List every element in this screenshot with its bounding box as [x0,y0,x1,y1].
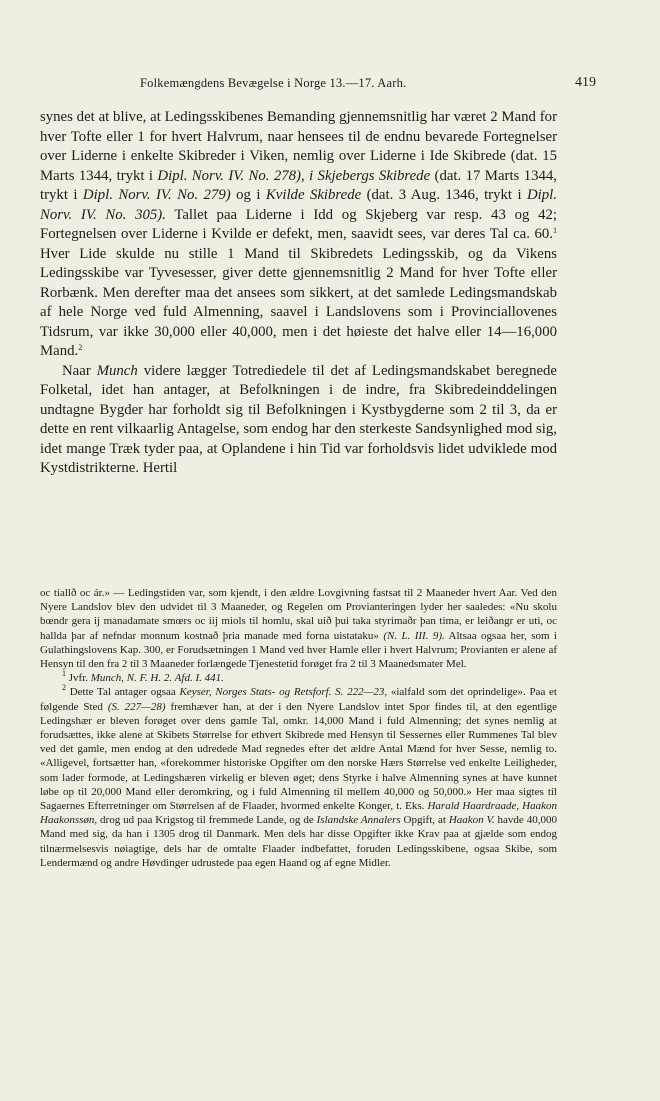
text-run: Hver Lide skulde nu stille 1 Mand til Skibredets Ledingsskib, og da Vikens Ledingsskibe var Tyvesesser, giver dette gjennemsnitlig 2 Mand for hver Tofte eller Rorbænk. Men derefter maa det ansees som sikkert, at det samlede Ledingsmandskab af hele Norge ved fuld Almenning, saavel i Landslovens som i Provinciallovenes Tidsrum, var ikke 30,000 eller 40,000, men i det høieste det halve eller 14—16,000 Mand. [40,245,557,359]
person-names: Harald Haardraade, Haakon Haakonssøn, [40,800,558,827]
footnote-ref: 1 [553,226,557,235]
citation: Munch, N. F. H. 2. Afd. I. 441. [90,672,224,685]
source-title: Islandske Annalers [316,814,401,827]
text-run: Tallet paa Liderne i Idd og Skjeberg var resp. 43 og 42; Fortegnelsen over Liderne i Kvilde er defekt, men, saavidt sees, var deres Tal ca. 60. [40,206,557,242]
footnotes [40,586,557,870]
page-number: 419 [575,75,596,90]
text-run: drog ud paa Krigstog til fremmede Lande, og de [97,814,317,827]
running-title: Folkemængdens Bevægelse i Norge 13.—17. Aarh. [140,76,407,90]
text-run: (dat. 17 Marts 1344, trykt i [40,167,557,203]
author-name: Munch [96,362,138,379]
text-run: oc tiallð oc ár.» — Ledingstiden var, som kjendt, i den ældre Lovgivning fastsat til 2 Maaneder hvert Aar. Ved den Nyere Landslov blev den udvidet til 3 Maaneder, og Regelen om Provianteringen lyder her saaledes: «Nu skolu bœndr gera ij manadamate smœrs oc iij miols til homlu, skal uið þui taka styrimaðr þan tima, er leiðangr er uti, oc hallda þar af nefndar monnum kostnað þria manade med forna uistataku» [40,587,557,642]
citation: (N. L. III. 9). [383,629,445,642]
text-run: «ialfald som det oprindelige». Paa et følgende Sted [40,686,557,713]
footnote-marker: 1 [62,669,66,679]
text-run: Opgift, at [400,814,449,827]
paragraph [40,362,557,479]
footnote-continued [40,586,557,671]
paragraph [40,108,557,362]
citation: Dipl. Norv. IV. No. 279) [82,187,231,203]
main-text [40,108,557,479]
footnote-2 [40,685,557,870]
text-run: og i [230,187,266,203]
citation: (S. 227—28) [107,700,166,713]
text-run: (dat. 3 Aug. 1346, trykt i [361,187,527,203]
text-run: synes det at blive, at Ledingsskibenes Bemanding gjennemsnitlig har været 2 Mand for hver Tofte eller 1 for hvert Halvrum, naar hensees til de endnu bevarede Fortegnelser over Liderne i enkelte Skibreder i Viken, nemlig over Liderne i Ide Skibrede (dat. 15 Marts 1344, trykt i [40,109,557,184]
text-run: fremhæver han, at der i den Nyere Landslov intet Spor findes til, at den egentlige Ledingshær er bleven forøget over dens gamle Tal, omkr. 14,000 Mand i fuld Almenning; det synes nemlig at forudsættes, ikke alene at Skibets Størrelse for ethvert Skibrede med Hensyn til Sessernes eller Rummenes Tal blev ved det gamle, men endog at den udredede Mad regnedes efter det ældre Antal Mænd for hver Sesse, nemlig to. «Alligevel, fortsætter han, «forekommer historiske Opgifter om den norske Hærs Størrelse ved enkelte Leiligheder, som lader formode, at Ledingshæren virkelig er bleven øget; dens Styrke i halve Almenning synes at have kunnet løbe op til 20,000 Mand eller deromkring, og i fuld Almenning til mellem 40,000 og 50,000.» Her maa sigtes til Sagaernes Efterretninger om Størrelsen af de Flaader, hvormed enkelte Konger, t. Eks. [40,700,558,813]
text-run: Naar [62,362,97,379]
footnote-ref: 2 [78,343,83,352]
text-run: videre lægger Totrediedele til det af Ledingsmandskabet beregnede Folketal, idet han antager, at Befolkningen i de indre, fra Skibredeinddelingen undtagne Bygder har forholdt sig til Befolkningen i Kystbygderne som 2 til 3, da er dette en rent vilkaarlig Antagelse, som endog har den sterkeste Sandsynlighed mod sig, idet mange Træk tyder paa, at Oplandene i hin Tid var forholdsvis lidet udviklede mod Kystdistrikterne. Hertil [40,362,557,476]
place-name: Kvilde Skibrede [265,187,362,203]
text-run: havde 40,000 Mand med sig, da han i 1305 drog til Danmark. Men dels har disse Opgifter ikke Krav paa at gjælde som endog tilnærmelsesvis nøiagtige, dels har de omtalte Flaader indbefattet, foruden Ledingsskibene, ogsaa Skibe, som Lendermænd og andre Høvdinger udrustede paa egen Haand og af egne Midler. [40,814,557,869]
text-run: Dette Tal antager ogsaa [66,686,180,699]
citation: Keyser, Norges Stats- og Retsforf. S. 222—23, [179,686,388,699]
citation: Dipl. Norv. IV. No. 278), i Skjebergs Skibrede [157,167,431,184]
text-run: Jvfr. [66,672,91,685]
footnote-1 [40,671,557,685]
footnote-marker: 2 [62,683,66,693]
text-run: Altsaa ogsaa her, som i Gulathingslovens Kap. 300, er Forudsætningen 1 Mand ved hver Hamle eller i hvert Halvrum; Provianten er alene af Hensyn til den fra 2 til 3 Maaneder forlængede Tjenestetid forøget fra 2 til 3 Maanedsmater Mel. [40,629,557,671]
citation: Dipl. Norv. IV. No. 305). [40,187,557,223]
person-name: Haakon V. [448,814,495,827]
